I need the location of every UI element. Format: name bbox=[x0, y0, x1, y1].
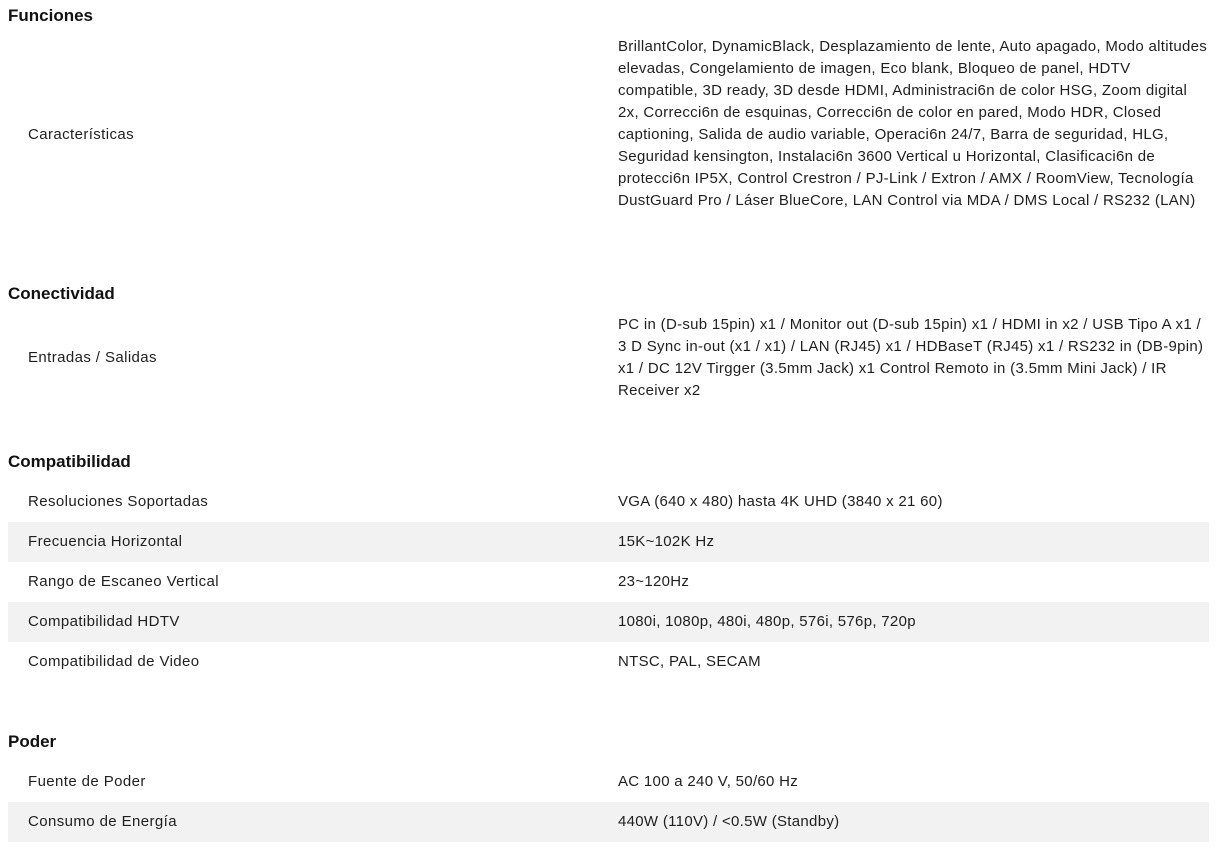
spec-label: Compatibilidad de Video bbox=[28, 653, 200, 670]
spec-row-compatibilidad-video bbox=[8, 642, 1209, 682]
spec-label: Características bbox=[28, 126, 135, 143]
spec-value: NTSC, PAL, SECAM bbox=[618, 653, 761, 670]
section-title-compatibilidad: Compatibilidad bbox=[8, 452, 131, 471]
spec-value: AC 100 a 240 V, 50/60 Hz bbox=[618, 773, 799, 790]
section-title-conectividad: Conectividad bbox=[8, 284, 115, 303]
spec-value: 440W (110V) / <0.5W (Standby) bbox=[618, 813, 840, 830]
spec-row-frecuencia-horizontal bbox=[8, 522, 1209, 562]
spec-value: VGA (640 x 480) hasta 4K UHD (3840 x 21 60) bbox=[618, 493, 943, 510]
spec-label: Resoluciones Soportadas bbox=[28, 493, 209, 510]
spec-label: Rango de Escaneo Vertical bbox=[28, 573, 219, 590]
spec-label: Frecuencia Horizontal bbox=[28, 533, 183, 550]
spec-value: 23~120Hz bbox=[618, 573, 690, 590]
spec-row-compatibilidad-hdtv bbox=[8, 602, 1209, 642]
spec-label: Consumo de Energía bbox=[28, 813, 177, 830]
spec-value: 15K~102K Hz bbox=[618, 533, 715, 550]
spec-value: PC in (D-sub 15pin) x1 / Monitor out (D-sub 15pin) x1 / HDMI in x2 / USB Tipo A x1 / 3 D Sync in-out (x1 / x1) / LAN (RJ45) x1 / HDBaseT (RJ45) x1 / RS232 in (DB-9pin) x1 / DC 12V Tirgger (3.5mm Jack) x1 Control Remoto in (3.5mm Mini Jack) / IR Receiver x2 bbox=[618, 316, 1204, 399]
spec-value: BrillantColor, DynamicBlack, Desplazamiento de lente, Auto apagado, Modo altitudes elevadas, Congelamiento de imagen, Eco blank, Bloqueo de panel, HDTV compatible, 3D ready, 3D desde HDMI, Administraci6n de color HSG, Zoom digital 2x, Correcci6n de esquinas, Correcci6n de color en pared, Modo HDR, Closed captioning, Salida de audio variable, Operaci6n 24/7, Barra de seguridad, HLG, Seguridad kensington, Instalaci6n 3600 Vertical u Horizontal, Clasificaci6n de protecci6n IP5X, Control Crestron / PJ-Link / Extron / AMX / RoomView, Tecnología DustGuard Pro / Láser BlueCore, LAN Control via MDA / DMS Local / RS232 (LAN) bbox=[618, 38, 1208, 209]
spec-label: Compatibilidad HDTV bbox=[28, 613, 180, 630]
section-title-poder: Poder bbox=[8, 732, 57, 751]
section-title-funciones: Funciones bbox=[8, 6, 94, 25]
spec-row-fuente-poder bbox=[8, 762, 1209, 802]
spec-row-escaneo-vertical bbox=[8, 562, 1209, 602]
spec-label: Entradas / Salidas bbox=[28, 349, 157, 366]
spec-row-caracteristicas bbox=[8, 36, 1209, 236]
spec-label: Fuente de Poder bbox=[28, 773, 146, 790]
spec-row-resoluciones bbox=[8, 482, 1209, 522]
spec-row-consumo-energia bbox=[8, 802, 1209, 842]
spec-value: 1080i, 1080p, 480i, 480p, 576i, 576p, 720p bbox=[618, 613, 916, 630]
spec-row-entradas-salidas bbox=[8, 314, 1209, 406]
